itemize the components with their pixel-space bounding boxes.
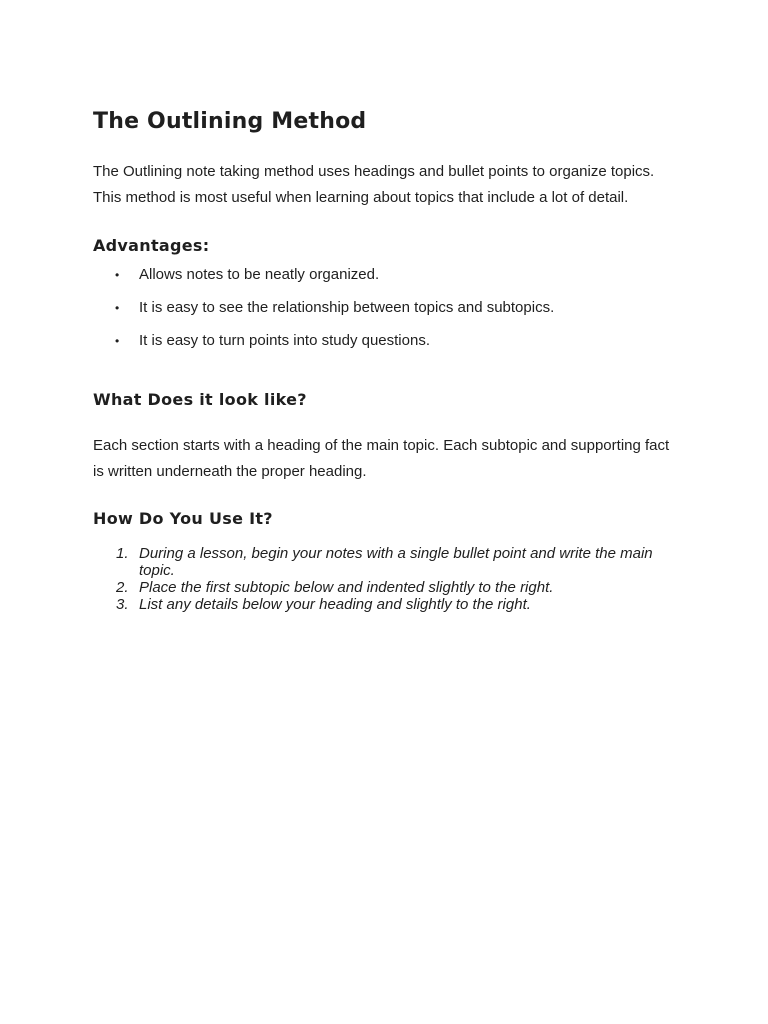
look-paragraph: Each section starts with a heading of the main topic. Each subtopic and supporting fact is written underneath the proper heading. xyxy=(93,437,670,480)
step-number: 2. xyxy=(116,579,129,596)
intro-paragraph: The Outlining note taking method uses headings and bullet points to organize topics. This method is most useful when learning about topics that include a lot of detail. xyxy=(93,163,655,206)
list-item-text: Allows notes to be neatly organized. xyxy=(139,266,380,283)
list-item-text: It is easy to see the relationship between topics and subtopics. xyxy=(139,299,555,316)
list-item xyxy=(93,266,673,284)
bullet-icon: • xyxy=(115,301,120,315)
list-item xyxy=(93,545,673,579)
document-page xyxy=(93,108,673,613)
step-number: 1. xyxy=(116,545,129,562)
document-title: The Outlining Method xyxy=(93,109,367,134)
list-item-text: It is easy to turn points into study questions. xyxy=(139,332,430,349)
list-item xyxy=(93,332,673,350)
use-steps-list xyxy=(93,545,673,613)
advantages-heading: Advantages: xyxy=(93,236,210,255)
step-number: 3. xyxy=(116,596,129,613)
use-heading: How Do You Use It? xyxy=(93,509,273,528)
step-text: During a lesson, begin your notes with a single bullet point and write the main topic. xyxy=(139,545,653,579)
look-heading: What Does it look like? xyxy=(93,390,307,409)
step-text: List any details below your heading and slightly to the right. xyxy=(139,596,531,613)
list-item xyxy=(93,579,673,596)
list-item xyxy=(93,596,673,613)
step-text: Place the first subtopic below and indented slightly to the right. xyxy=(139,579,554,596)
bullet-icon: • xyxy=(115,334,120,348)
list-item xyxy=(93,299,673,317)
advantages-list xyxy=(93,266,673,350)
bullet-icon: • xyxy=(115,268,120,282)
